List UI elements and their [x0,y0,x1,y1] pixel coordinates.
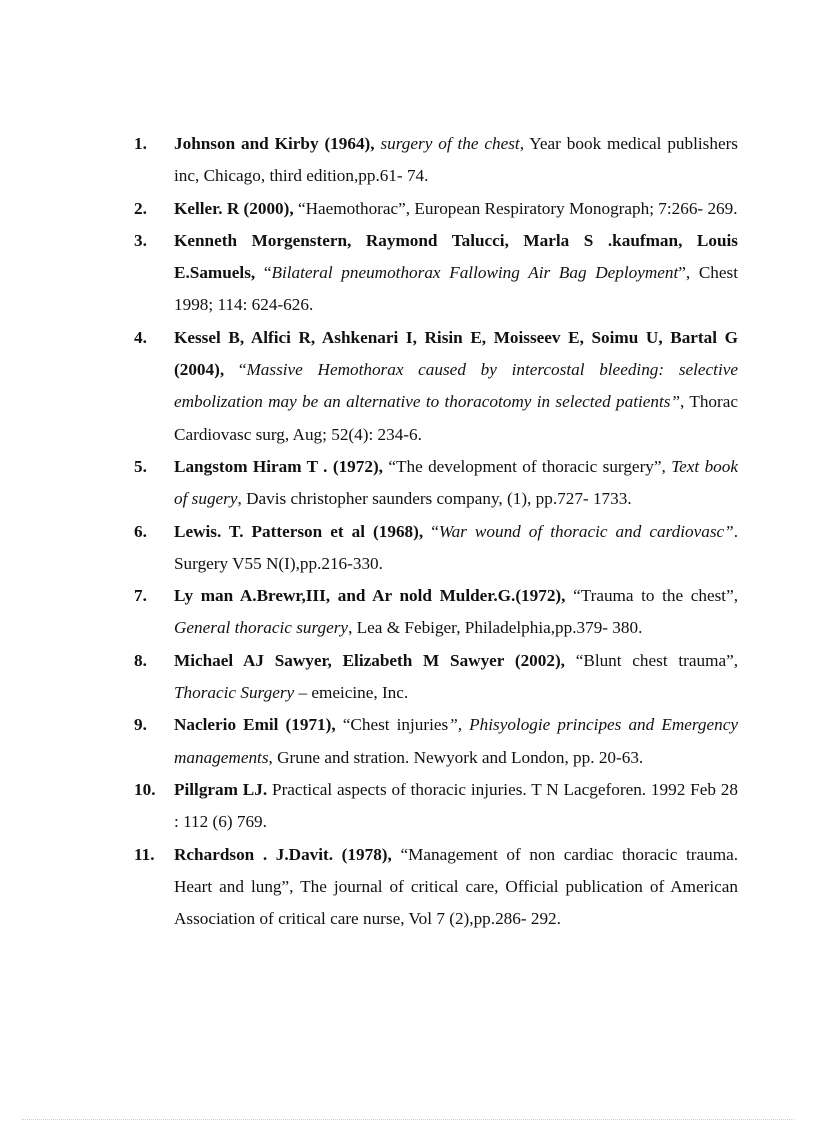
reference-number: 4. [134,327,147,347]
reference-list [134,128,738,935]
reference-title-italic: Text book of sugery [174,456,738,509]
reference-number: 5. [134,456,147,476]
reference-title-italic: Massive Hemothorax caused by intercostal bleeding: selective embolization may be an alternative to thoracotomy in selected patients” [174,360,738,412]
reference-text: , Year book medical publishers inc, Chicago, third edition,pp.61- 74. [174,134,738,186]
reference-item [134,839,738,936]
reference-text: ”, Chest 1998; 114: 624-626. [174,263,738,315]
reference-number: 9. [134,715,147,735]
reference-authors: Pillgram LJ. [174,779,268,799]
reference-authors: Lewis. T. Patterson et al (1968), [174,521,424,541]
reference-item [134,580,738,645]
reference-number: 8. [134,650,147,670]
reference-item [134,451,738,516]
reference-number: 3. [134,230,147,250]
reference-text: “ [224,360,247,380]
reference-text: “ [423,521,439,541]
reference-item [134,774,738,839]
reference-text: , Grune and stration. Newyork and London, pp. 20-63. [268,747,644,767]
reference-number: 11. [134,844,155,864]
reference-text: . Surgery V55 N(I),pp.216-330. [174,521,738,573]
reference-item [134,322,738,451]
reference-authors: Langstom Hiram T . (1972), [174,456,383,476]
reference-text: Practical aspects of thoracic injuries. T N Lacgeforen. 1992 Feb 28 : 112 (6) 769. [174,779,738,832]
reference-text: “ [255,263,272,283]
reference-item [134,645,738,710]
reference-authors: Kessel B, Alfici R, Ashkenari I, Risin E, Moisseev E, Soimu U, Bartal G (2004), [174,327,738,380]
reference-text: “Chest injuries [335,715,449,735]
reference-title-italic: Bilateral pneumothorax Fallowing Air Bag Deployment [271,263,679,283]
reference-text: “Management of non cardiac thoracic trauma. Heart and lung”, The journal of critical care, Official publication of American Association of critical care nurse, Vol 7 (2),pp.286- 292. [174,844,738,929]
reference-authors: Keller. R (2000), [174,198,294,218]
reference-item [134,128,738,193]
reference-text: “Blunt chest trauma”, [564,650,738,670]
reference-title-italic: surgery of the chest [380,134,520,153]
reference-title-italic: ”, Phisyologie principes and Emergency managements [174,715,738,767]
reference-authors: Rchardson . J.Davit. (1978), [174,844,392,864]
reference-number: 7. [134,586,147,606]
reference-authors: Ly man A.Brewr,III, and Ar nold Mulder.G.(1972), [174,586,566,606]
reference-authors: Michael AJ Sawyer, Elizabeth M Sawyer (2002), [174,650,565,670]
reference-authors: Kenneth Morgenstern, Raymond Talucci, Marla S .kaufman, Louis E.Samuels, [174,230,738,283]
reference-title-italic: War wound of thoracic and cardiovasc” [438,521,734,541]
reference-number: 6. [134,521,147,541]
page-bottom-border [22,1119,794,1120]
reference-title-italic: Thoracic Surgery [174,683,295,703]
reference-item [134,709,738,774]
reference-text: , Davis christopher saunders company, (1), pp.727- 1733. [237,489,632,509]
reference-text: “Haemothorac”, European Respiratory Monograph; 7:266- 269. [293,198,738,218]
reference-number: 2. [134,198,147,218]
reference-item [134,193,738,225]
reference-text: “The development of thoracic surgery”, [382,456,672,476]
reference-text: , Lea & Febiger, Philadelphia,pp.379- 380. [348,618,643,638]
reference-item [134,516,738,581]
reference-text: “Trauma to the chest”, [565,586,739,606]
reference-authors: Naclerio Emil (1971), [174,715,336,735]
reference-authors: Johnson and Kirby (1964), [174,134,375,153]
reference-item [134,225,738,322]
reference-text: , Thorac Cardiovasc surg, Aug; 52(4): 234-6. [174,392,738,444]
reference-text: – emeicine, Inc. [294,683,409,703]
reference-title-italic: General thoracic surgery [174,618,349,638]
reference-number: 10. [134,779,156,799]
reference-number: 1. [134,134,147,153]
